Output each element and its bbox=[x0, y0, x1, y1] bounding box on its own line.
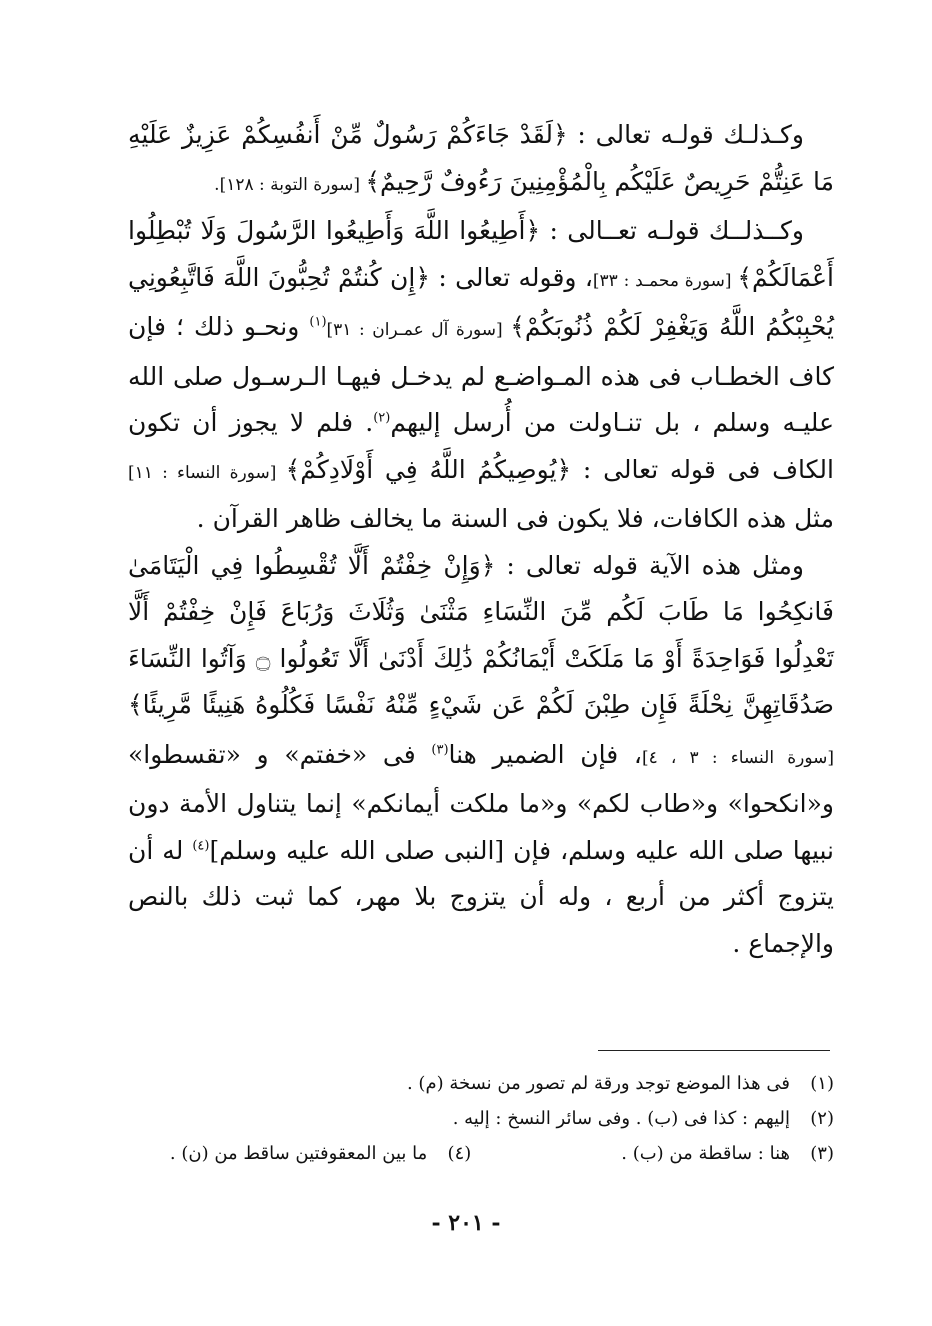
footnote-text: هنا : ساقطة من (ب) . bbox=[621, 1143, 790, 1164]
paragraph-2 bbox=[128, 208, 834, 543]
footnote-text: ما بين المعقوفتين ساقط من (ن) . bbox=[169, 1143, 428, 1164]
paragraph-2-text-3: مثل هذه الكافات، فلا يكون فى السنة ما يخالف ظاهر القرآن . bbox=[196, 504, 834, 533]
footnote-1 bbox=[120, 1066, 834, 1101]
paragraph-3-intro: ومثل هذه الآية قوله تعالى : bbox=[495, 550, 804, 580]
paragraph-2-text-2: . فلم لا يجوز أن تكون الكاف فى قوله تعالى : bbox=[128, 408, 834, 484]
surah-reference-5: [سورة النساء : ٣ ، ٤] bbox=[641, 747, 835, 768]
paragraph-1-intro: وكـذلـك قولـه تعالى : bbox=[567, 120, 804, 149]
page-number: - ٢٠١ - bbox=[431, 1210, 501, 1236]
paragraph-2-intro: وكــذلــك قولـه تعــالى : bbox=[540, 216, 804, 245]
surah-reference-2: [سورة محمـد : ٣٣] bbox=[592, 270, 738, 291]
paragraph-3-text-2: فى «خفتم» و «تقسطوا» و«انكحوا» و«طاب لكم» و«ما ملكت أيمانكم» إنما يتناول الأمة دون نبيها صلى الله عليه وسلم، فإن [النبى صلى الله عليه وسلم] bbox=[128, 739, 834, 865]
footnote-text: فى هذا الموضع توجد ورقة لم تصور من نسخة (م) . bbox=[406, 1073, 790, 1094]
footnote-number: (١) bbox=[810, 1073, 834, 1094]
footnote-marker-1: (١) bbox=[309, 314, 327, 330]
footnote-number: (٣) bbox=[810, 1143, 834, 1164]
footnote-number: (٢) bbox=[810, 1108, 834, 1129]
footnote-marker-4: (٤) bbox=[192, 838, 210, 854]
footnote-marker-2: (٢) bbox=[373, 410, 391, 426]
paragraph-3-text-3: له أن يتزوج أكثر من أربع ، وله أن يتزوج بلا مهر، كما ثبت ذلك بالنص والإجماع . bbox=[128, 835, 834, 958]
footnote-separator bbox=[598, 1050, 830, 1051]
footnote-number: (٤) bbox=[447, 1143, 472, 1164]
quran-verse-1: ﴿لَقَدْ جَاءَكُمْ رَسُولٌ مِّنْ أَنفُسِكُمْ عَزِيزٌ عَلَيْهِ مَا عَنِتُّمْ حَرِيصٌ عَلَيْكُم بِالْمُؤْمِنِينَ رَءُوفٌ رَّحِيمٌ﴾ bbox=[128, 120, 834, 196]
paragraph-2-mid: ، وقوله تعالى : bbox=[429, 262, 593, 292]
surah-reference-3: [سورة آل عمـران : ٣١] bbox=[326, 320, 511, 340]
quran-verse-3: ﴿إِن كُنتُمْ تُحِبُّونَ اللَّهَ فَاتَّبِعُونِي يُحْبِبْكُمُ اللَّهُ وَيَغْفِرْ لَكُمْ ذُنُوبَكُمْ﴾ bbox=[128, 262, 835, 341]
footnote-2 bbox=[120, 1101, 834, 1136]
footnote-text: إليهم : كذا فى (ب) . وفى سائر النسخ : إليه . bbox=[452, 1108, 790, 1129]
paragraph-3 bbox=[128, 543, 834, 968]
paragraph-3-text-1: ، فإن الضمير هنا bbox=[448, 739, 642, 769]
footnote-marker-3: (٣) bbox=[431, 742, 449, 758]
quran-verse-5: ﴿وَإِنْ خِفْتُمْ أَلَّا تُقْسِطُوا فِي الْيَتَامَىٰ فَانكِحُوا مَا طَابَ لَكُم مِّنَ النِّسَاءِ مَثْنَىٰ وَثُلَاثَ وَرُبَاعَ فَإِنْ خِفْتُمْ أَلَّا تَعْدِلُوا فَوَاحِدَةً أَوْ مَا مَلَكَتْ أَيْمَانُكُمْ ذَٰلِكَ أَدْنَىٰ أَلَّا تَعُولُوا ۝ وَآتُوا النِّسَاءَ صَدُقَاتِهِنَّ نِحْلَةً فَإِن طِبْنَ لَكُمْ عَن شَيْءٍ مِّنْهُ نَفْسًا فَكُلُوهُ هَنِيئًا مَّرِيئًا﴾ bbox=[128, 550, 834, 719]
surah-reference-4: [سورة النساء : ١١] bbox=[128, 462, 286, 483]
main-text bbox=[128, 112, 834, 967]
quran-verse-2: ﴿أَطِيعُوا اللَّهَ وَأَطِيعُوا الرَّسُولَ وَلَا تُبْطِلُوا أَعْمَالَكُمْ﴾ bbox=[128, 216, 834, 292]
footnote-row-3-4 bbox=[120, 1136, 834, 1171]
paragraph-2-text-1: ونحـو ذلك ؛ فإن كاف الخطـاب فى هذه المـواضـع لم يدخـل فيهـا الـرسـول صلى الله عليـه وسلم ، بل تنـاولت من أُرسل إليهم bbox=[128, 312, 834, 437]
paragraph-1 bbox=[128, 112, 834, 208]
surah-reference-1: [سورة التوبة : ١٢٨]. bbox=[214, 174, 366, 195]
footnotes bbox=[120, 1066, 834, 1171]
quran-verse-4: ﴿يُوصِيكُمُ اللَّهُ فِي أَوْلَادِكُمْ﴾ bbox=[285, 454, 572, 484]
